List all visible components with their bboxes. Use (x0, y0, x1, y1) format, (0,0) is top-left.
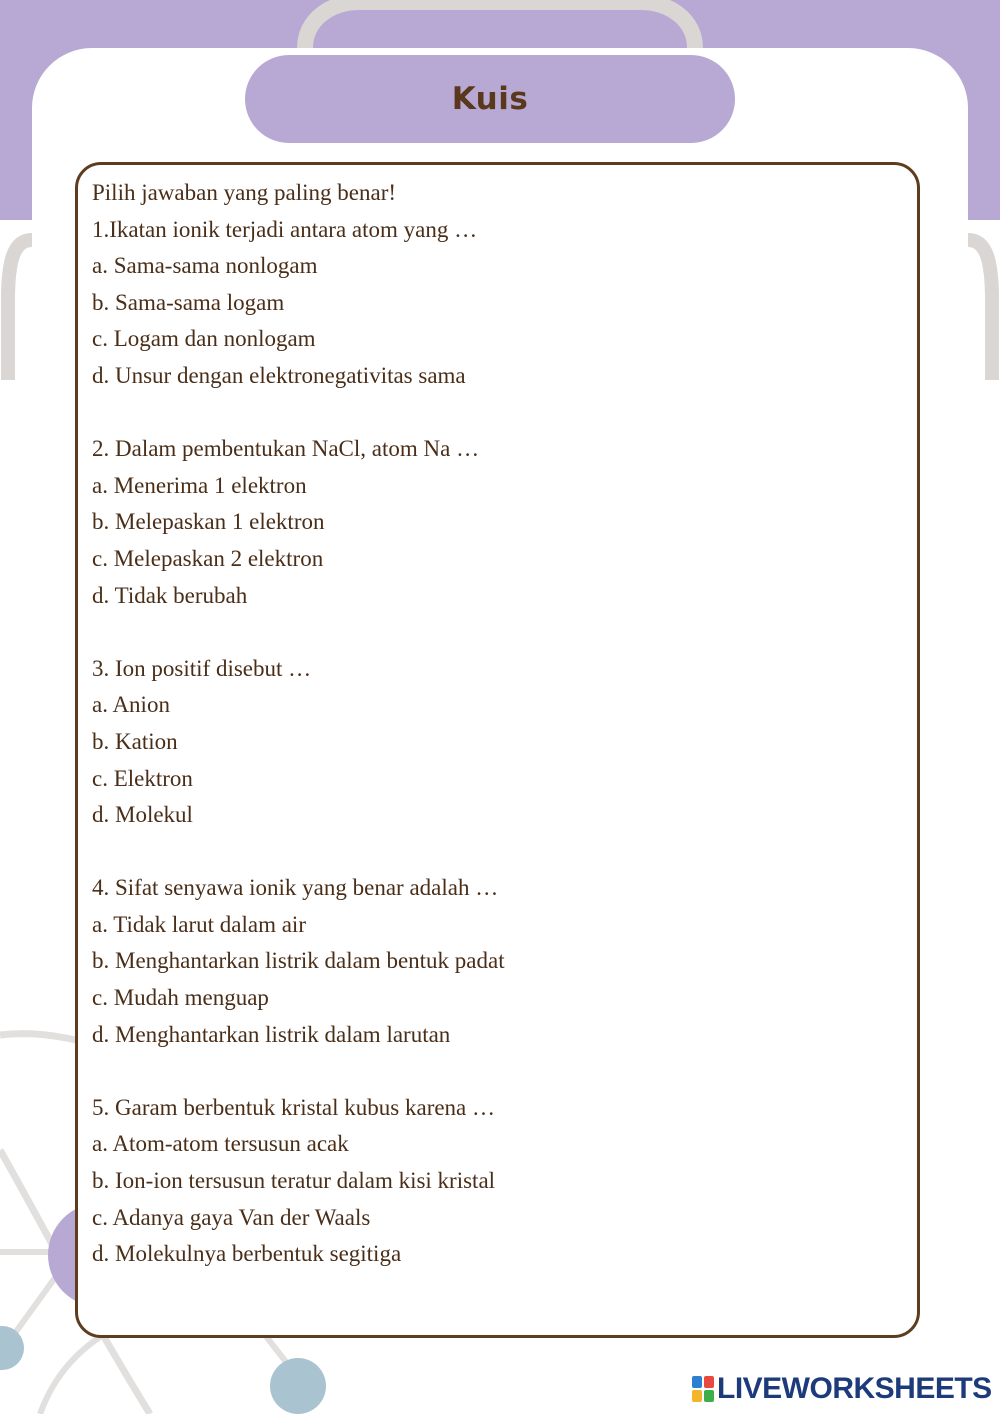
liveworksheets-brand[interactable] (692, 1372, 992, 1406)
quiz-content (92, 175, 892, 1273)
question-3-text: 3. Ion positif disebut … (92, 655, 312, 681)
question-3-option-c[interactable]: c. Elektron (92, 765, 193, 791)
brand-text: LIVEWORKSHEETS (717, 1372, 992, 1405)
liveworksheets-logo-icon (692, 1376, 714, 1402)
spacer (92, 395, 892, 432)
question-4-option-d[interactable]: d. Menghantarkan listrik dalam larutan (92, 1021, 451, 1047)
question-2-option-c[interactable]: c. Melepaskan 2 elektron (92, 545, 324, 571)
question-1-option-d[interactable]: d. Unsur dengan elektronegativitas sama (92, 362, 466, 388)
question-3-option-a[interactable]: a. Anion (92, 692, 170, 718)
question-1-option-a[interactable]: a. Sama-sama nonlogam (92, 253, 318, 279)
question-4-option-a[interactable]: a. Tidak larut dalam air (92, 911, 306, 937)
left-bracket-decoration (8, 240, 32, 380)
spacer (92, 614, 892, 651)
question-2-option-b[interactable]: b. Melepaskan 1 elektron (92, 509, 325, 535)
question-block-2 (92, 431, 892, 614)
right-bracket-decoration (968, 240, 992, 380)
question-block-3 (92, 651, 892, 834)
question-4-text: 4. Sifat senyawa ionik yang benar adalah … (92, 875, 499, 901)
question-5-option-b[interactable]: b. Ion-ion tersusun teratur dalam kisi kristal (92, 1168, 496, 1194)
question-1-option-c[interactable]: c. Logam dan nonlogam (92, 326, 316, 352)
question-1-option-b[interactable]: b. Sama-sama logam (92, 289, 285, 315)
question-2-text: 2. Dalam pembentukan NaCl, atom Na … (92, 436, 480, 462)
question-5-option-d[interactable]: d. Molekulnya berbentuk segitiga (92, 1241, 402, 1267)
question-5-text: 5. Garam berbentuk kristal kubus karena … (92, 1094, 496, 1120)
question-4-option-c[interactable]: c. Mudah menguap (92, 985, 269, 1011)
question-3-option-b[interactable]: b. Kation (92, 728, 178, 754)
question-4-option-b[interactable]: b. Menghantarkan listrik dalam bentuk padat (92, 948, 505, 974)
spacer (92, 1053, 892, 1090)
question-1-text: 1.Ikatan ionik terjadi antara atom yang … (92, 216, 478, 242)
title-banner (245, 55, 735, 143)
quiz-instruction: Pilih jawaban yang paling benar! (92, 180, 397, 205)
question-block-1 (92, 212, 892, 395)
question-block-4 (92, 870, 892, 1053)
spacer (92, 834, 892, 871)
page-title: Kuis (451, 81, 529, 117)
question-5-option-a[interactable]: a. Atom-atom tersusun acak (92, 1131, 349, 1157)
question-5-option-c[interactable]: c. Adanya gaya Van der Waals (92, 1204, 371, 1230)
question-2-option-d[interactable]: d. Tidak berubah (92, 582, 248, 608)
question-2-option-a[interactable]: a. Menerima 1 elektron (92, 472, 307, 498)
question-block-5 (92, 1090, 892, 1273)
question-3-option-d[interactable]: d. Molekul (92, 802, 193, 828)
